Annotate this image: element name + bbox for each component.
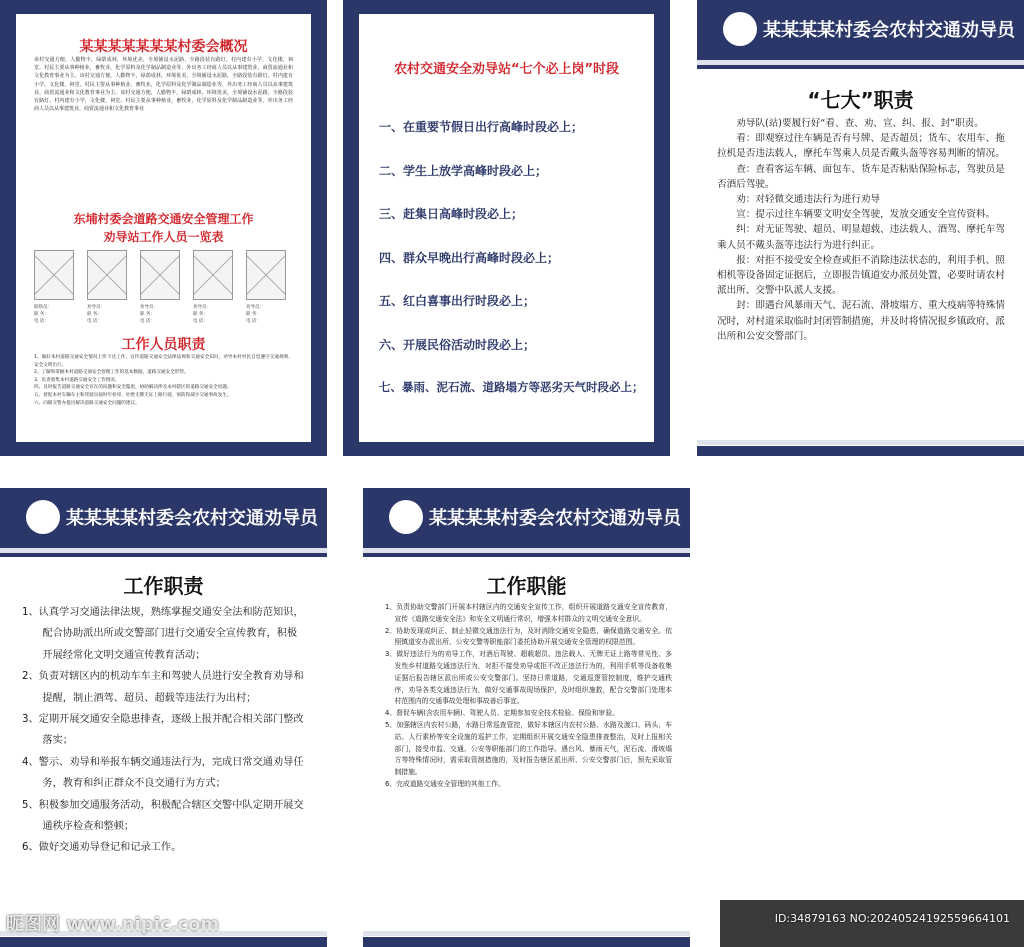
staff-duty-item: 六、向镇交警办提出解决道路交通安全问题的建议。: [34, 400, 140, 406]
staff-photo-placeholder: [193, 250, 233, 300]
seven-duties-title: “七大”职责: [807, 88, 914, 112]
slot-label: 职 务：: [34, 312, 49, 317]
board-3-header: [697, 0, 1024, 60]
emblem-circle-icon: [389, 500, 423, 534]
staff-duty-item: 3、负责收集本村道路交通安全工作情况。: [34, 377, 120, 383]
board-seven-duties: [697, 0, 1024, 456]
staff-photo-placeholder: [140, 250, 180, 300]
board-village-overview: [0, 0, 327, 456]
emblem-circle-icon: [26, 500, 60, 534]
seven-duties-para: 查：查看客运车辆、面包车、货车是否粘贴保险标志，驾驶员是否酒后驾驶。: [717, 163, 1005, 190]
header-divider: [697, 65, 1024, 69]
work-functions-title: 工作职能: [486, 574, 567, 598]
board-4-header: [0, 488, 327, 548]
on-duty-item: 三、赶集日高峰时段必上；: [379, 207, 524, 221]
staff-slot-2: [87, 304, 105, 325]
board-3-header-title: 某某某某村委会农村交通劝导员: [763, 20, 1015, 41]
watermark-text: 昵图网 www.nipic.com: [6, 914, 220, 935]
board-1-content: [16, 14, 311, 442]
board-4-header-title: 某某某某村委会农村交通劝导员: [66, 508, 318, 529]
work-function-item: 4、督促车辆(含农用车辆)、驾驶人员、定期参加安全技术检验、保险和审验。: [385, 709, 619, 718]
staff-photo-placeholder: [34, 250, 74, 300]
staff-photo-placeholder: [246, 250, 286, 300]
slot-label: 职 务：: [246, 312, 261, 317]
on-duty-item: 四、群众早晚出行高峰时段必上；: [379, 250, 560, 265]
board-5-header: [363, 488, 690, 548]
footer-bar: [0, 937, 327, 947]
staff-duty-item: 2、了解和掌握本村道路交通安全管理工作的基本数据、道路交通安全形势。: [34, 370, 189, 376]
slot-label: 电 话：: [34, 319, 49, 324]
staff-duty-item: 1、做好本村道路交通安全情况上传下达工作，宣传道路交通安全法律法规和交通安全知识，劝导本村村民自觉遵守交通规则，安全文明出行。: [34, 355, 293, 368]
work-duty-item: 2、负责对辖区内的机动车车主和驾驶人员进行安全教育劝导和提醒，制止酒驾、超员、超载等违法行为出村；: [22, 671, 304, 704]
header-divider: [0, 553, 327, 557]
work-duty-item: 1、认真学习交通法律法规，熟练掌握交通安全法和防范知识，配合协助派出所或交警部门进行交通安全宣传教育，积极开展经常化文明交通宣传教育活动；: [22, 607, 304, 661]
work-duty-item: 3、定期开展交通安全隐患排查，逐级上报并配合相关部门整改落实；: [22, 714, 304, 747]
work-duties-title: 工作职责: [123, 574, 204, 598]
work-duty-item: 4、警示、劝导和举报车辆交通违法行为，完成日常交通劝导任务，教育和纠正群众不良交通行为方式；: [22, 756, 304, 790]
seven-duties-para: 劝导队(站)要履行好“看、查、劝、宣、纠、报、封”职责。: [736, 118, 984, 129]
emblem-circle-icon: [723, 12, 757, 46]
on-duty-item: 一、在重要节假日出行高峰时段必上；: [379, 120, 584, 134]
staff-slot-3: [140, 304, 158, 325]
on-duty-title: 农村交通安全劝导站“七个必上岗”时段: [393, 62, 620, 77]
staff-photo-placeholder: [87, 250, 127, 300]
staff-list-title-2: 劝导站工作人员一览表: [103, 230, 224, 244]
slot-label: 电 话：: [193, 319, 208, 324]
slot-label: 电 话：: [246, 319, 261, 324]
on-duty-list: [379, 118, 646, 423]
seven-duties-para: 劝：对轻微交通违法行为进行劝导: [736, 194, 881, 206]
work-function-item: 2、协助发现或纠正、制止轻微交通违法行为，及时消除交通安全隐患，确保道路交通安全。依照镇道安办派出所、公安交警等职能部门委托协助开展交通安全管理的权限范围。: [385, 626, 672, 647]
board-2-content: [359, 14, 654, 442]
village-overview-title: 某某某某某某某村委会概况: [79, 39, 248, 55]
slot-label: 电 话：: [140, 319, 155, 324]
staff-slot-5: [246, 304, 264, 325]
footer-divider: [363, 931, 690, 936]
footer-bar: [697, 446, 1024, 456]
slot-label: 劝导员：: [193, 305, 211, 310]
work-function-item: 6、完成道路交通安全管理的其他工作。: [385, 779, 505, 788]
board-work-functions: [363, 488, 690, 947]
on-duty-item: 二、学生上放学高峰时段必上；: [379, 163, 548, 178]
staff-slot-4: [193, 304, 211, 325]
seven-duties-para: 纠：对无证驾驶、超员、明显超载、违法载人、酒驾、摩托车驾乘人员不戴头盔等违法行为进行纠正。: [717, 224, 1005, 251]
slot-label: 职 务：: [140, 312, 155, 317]
work-duty-item: 6、做好交通劝导登记和记录工作。: [22, 842, 182, 854]
staff-slot-1: [34, 304, 52, 325]
work-function-item: 3、做好违法行为的劝导工作，对酒后驾驶、超载超员、违法载人、无牌无证上路等常见性、多发性乡村道路交通违法行为，对拒不接受劝导或拒不改正违法行为的，利用手机等设备收集证据后报告辖区派出所或公安交警部门。坚持日常道路，交通巡逻管控制度，维护交通秩序，劝导各类交通违法行为，做好交通事故现场保护，及时组织施救，配合交警部门处理本村范围内的交通事故处理和事故善后事宜。: [385, 650, 672, 706]
on-duty-item: 五、红白喜事出行时段必上；: [379, 294, 536, 308]
board-seven-on-duty: [343, 0, 670, 456]
board-work-duties: [0, 488, 327, 947]
footer-divider: [697, 440, 1024, 445]
on-duty-item: 七、暴雨、泥石流、道路塌方等恶劣天气时段必上；: [379, 380, 644, 394]
slot-label: 联络员：: [34, 305, 52, 310]
staff-duty-item: 五、督促本村车辆车主和驾驶员按时年检审，杜绝无牌无证上路行驶，预防和减少交通事故发生。: [34, 392, 232, 398]
work-functions-list: [385, 602, 672, 791]
slot-label: 劝导员：: [140, 305, 158, 310]
seven-duties-para: 封：即遇台风暴雨天气、泥石流、滑坡塌方、重大疫病等特殊情况时，对村道采取临时封闭管制措施，并及时将情况报乡镇政府、派出所和公安交警部门。: [717, 300, 1005, 342]
on-duty-item: 六、开展民俗活动时段必上；: [379, 337, 536, 352]
seven-duties-text: [717, 116, 1010, 344]
village-overview-text: 该村交通方便，人勤物丰，绿荫成林，环境优美，全境铺设水泥路，全路段装有路灯。村内建有小学，文化楼，祠堂。村民主要从事种植业，畜牧业，化学原料及化学制品制造业等，外出务工经商人员以从事建筑业、商贸流通业和文化教育事业为主。该村交通方便，人勤物丰，绿荫成林，环境优美，全境铺设水泥路，全路段装有路灯。村内建有小学，文化楼，祠堂。村民主要从事种植业，畜牧业，化学原料及化学制品制造业等，外出务工经商人员以从事建筑业、商贸流通业和文化教育事业为主。该村交通方便，人勤物丰，绿荫成林，环境优美，全境铺设水泥路，全路段装有路灯。村内建有小学，文化楼，祠堂。村民主要从事种植业，畜牧业，化学原料及化学制品制造业等，外出务工经商人员以从事建筑业、商贸流通业和文化教育事业: [34, 57, 293, 113]
board-5-header-title: 某某某某村委会农村交通劝导员: [429, 508, 681, 529]
footer-bar: [363, 937, 690, 947]
work-function-item: 1、负责协助交警部门开展本村辖区内的交通安全宣传工作，组织开展道路交通安全宣传教育，宣传《道路交通安全法》和安全文明通行常识，增强本村群众的文明交通安全意识。: [385, 603, 672, 623]
work-duties-list: [22, 602, 305, 859]
seven-duties-para: 宣：提示过往车辆要文明安全驾驶，发放交通安全宣传资料。: [736, 209, 996, 221]
work-duty-item: 5、积极参加交通服务活动，积极配合辖区交警中队定期开展交通秩序检查和整顿；: [22, 799, 304, 833]
staff-list-title-1: 东埔村委会道路交通安全管理工作: [73, 212, 254, 226]
slot-label: 劝导员：: [246, 305, 264, 310]
staff-duty-list: [34, 354, 293, 407]
image-id-text: ID:34879163 NO:20240524192559664101: [774, 912, 1010, 925]
seven-duties-para: 报：对拒不接受安全检查或拒不消除违法状态的，利用手机、照相机等设备固定证据后，立即报告镇道安办派员处置，必要时请农村派出所、交警中队派人支援。: [717, 254, 1005, 297]
staff-duty-title: 工作人员职责: [121, 337, 206, 353]
seven-duties-para: 看：即观察过往车辆是否有号牌、是否超员；货车、农用车、拖拉机是否违法载人，摩托车驾乘人员是否戴头盔等容易判断的情况。: [717, 133, 1005, 160]
header-divider: [363, 553, 690, 557]
staff-duty-item: 四、及时报告道路交通安全存在的问题和安全隐患，协助解决涉及本村辖区的道路交通安全问题。: [34, 385, 232, 391]
slot-label: 劝导员：: [87, 305, 105, 310]
slot-label: 电 话：: [87, 319, 102, 324]
slot-label: 职 务：: [87, 312, 102, 317]
work-function-item: 5、加强辖区内农村公路，水路日常巡查管控，做好本辖区内农村公路、水路及渡口、码头、车站、人行素桥等安全设施的巡护工作，定期组织开展交通安全隐患排查整治，及时上报相关部门，接受市监、交通、公安等职能部门的工作指导。遇台风、暴雨天气，泥石流、滑坡塌方等特殊情况时，需采取管制措施的，及时报告辖区派出所、公安交警部门后，预先采取管制措施。: [385, 720, 672, 777]
slot-label: 职 务：: [193, 312, 208, 317]
